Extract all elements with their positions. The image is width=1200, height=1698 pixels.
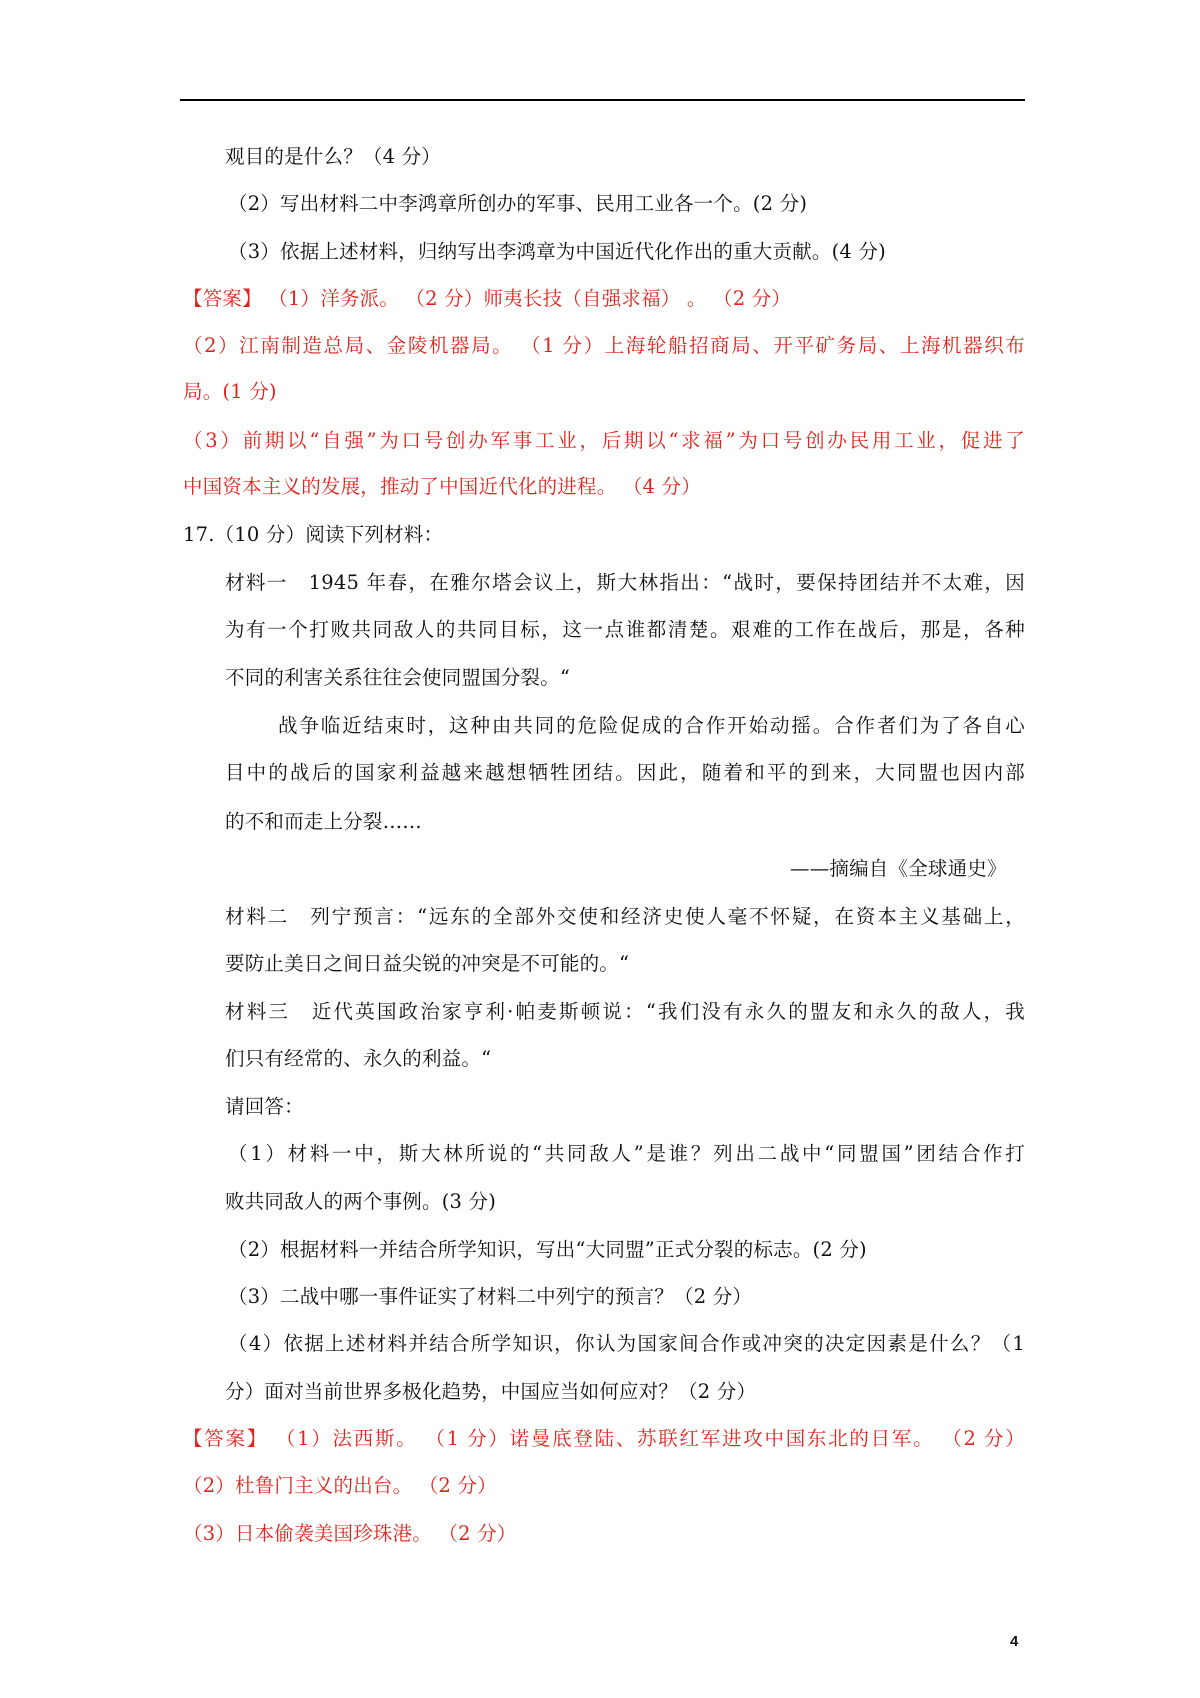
- text-line: （2）根据材料一并结合所学知识，写出“大同盟”正式分裂的标志。(2 分): [228, 1238, 867, 1261]
- answer-line: 中国资本主义的发展，推动了中国近代化的进程。 （4 分）: [183, 475, 701, 498]
- text-line: 材料二 列宁预言：“远东的全部外交使和经济史使人毫不怀疑，在资本主义基础上，: [225, 905, 1025, 928]
- text-line: 们只有经常的、永久的利益。“: [225, 1047, 492, 1070]
- text-line: （2）写出材料二中李鸿章所创办的军事、民用工业各一个。(2 分): [228, 192, 808, 215]
- text-line: （3）二战中哪一事件证实了材料二中列宁的预言？（2 分）: [228, 1285, 753, 1308]
- text-line: （4）依据上述材料并结合所学知识，你认为国家间合作或冲突的决定因素是什么？（1: [228, 1332, 1025, 1355]
- text-line: 为有一个打败共同敌人的共同目标，这一点谁都清楚。艰难的工作在战后，那是，各种: [225, 618, 1025, 641]
- text-line: ——摘编自《全球通史》: [790, 857, 1007, 880]
- text-line: 的不和而走上分裂……: [225, 810, 423, 833]
- answer-line: 局。(1 分): [183, 380, 277, 403]
- page-number: 4: [1010, 1633, 1019, 1650]
- text-line: 材料一 1945 年春，在雅尔塔会议上，斯大林指出：“战时，要保持团结并不太难，因: [225, 571, 1025, 594]
- answer-line: 【答案】 （1）法西斯。 （1 分）诺曼底登陆、苏联红军进攻中国东北的日军。 （2 分）: [183, 1427, 1025, 1450]
- answer-line: （2）杜鲁门主义的出台。 （2 分）: [183, 1474, 497, 1497]
- answer-line: （3）日本偷袭美国珍珠港。 （2 分）: [183, 1522, 517, 1545]
- text-line: 不同的利害关系往往会使同盟国分裂。“: [225, 666, 571, 689]
- text-line: 请回答：: [225, 1095, 304, 1118]
- text-line: 分）面对当前世界多极化趋势，中国应当如何应对？（2 分）: [225, 1380, 757, 1403]
- text-line: 败共同敌人的两个事例。(3 分): [225, 1190, 497, 1213]
- text-line: 17.（10 分）阅读下列材料：: [183, 523, 444, 546]
- answer-line: 【答案】 （1）洋务派。 （2 分）师夷长技（自强求福） 。 （2 分）: [183, 287, 792, 310]
- header-rule: [180, 99, 1025, 101]
- text-line: 战争临近结束时，这种由共同的危险促成的合作开始动摇。合作者们为了各自心: [278, 714, 1025, 737]
- text-line: 材料三 近代英国政治家亨利·帕麦斯顿说：“我们没有永久的盟友和永久的敌人，我: [225, 1000, 1025, 1023]
- text-line: （1）材料一中，斯大林所说的“共同敌人”是谁？列出二战中“同盟国”团结合作打: [228, 1142, 1025, 1165]
- answer-line: （2）江南制造总局、金陵机器局。 （1 分）上海轮船招商局、开平矿务局、上海机器织布: [183, 334, 1025, 357]
- text-line: 目中的战后的国家利益越来越想牺牲团结。因此，随着和平的到来，大同盟也因内部: [225, 761, 1025, 784]
- text-line: 观目的是什么？（4 分）: [225, 145, 442, 168]
- answer-line: （3）前期以“自强”为口号创办军事工业，后期以“求福”为口号创办民用工业，促进了: [183, 429, 1025, 452]
- text-line: 要防止美日之间日益尖锐的冲突是不可能的。“: [225, 952, 630, 975]
- text-line: （3）依据上述材料，归纳写出李鸿章为中国近代化作出的重大贡献。(4 分): [228, 240, 886, 263]
